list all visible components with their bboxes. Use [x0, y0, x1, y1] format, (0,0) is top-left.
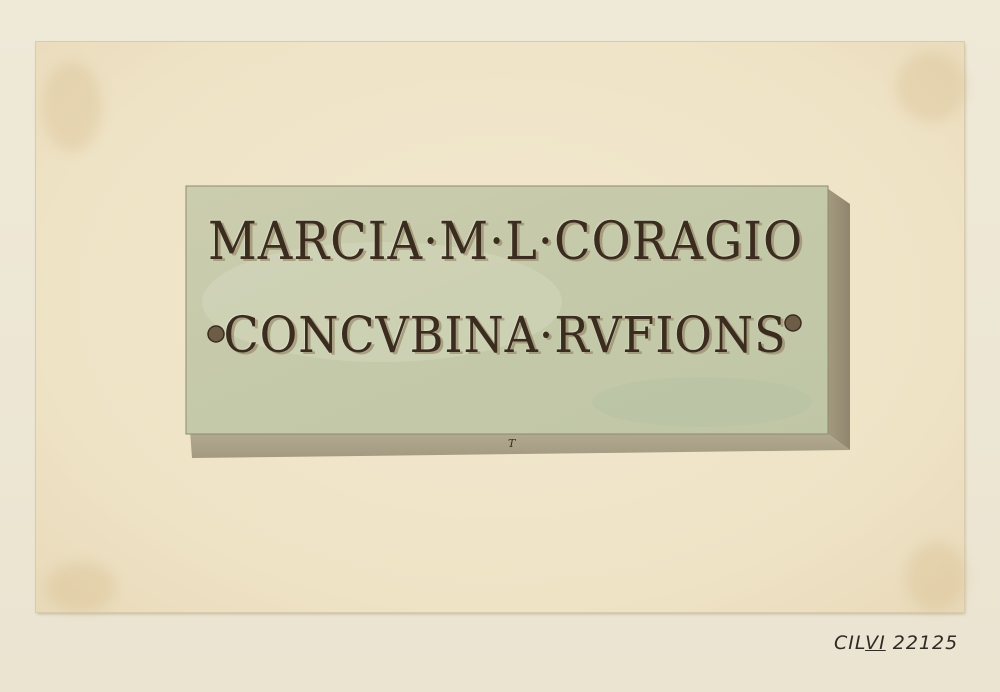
paper-stain [42, 62, 102, 152]
paper-stain [906, 542, 966, 612]
catalog-prefix: CIL [834, 632, 866, 654]
tablet-wash [592, 377, 812, 427]
catalog-reference [834, 632, 958, 654]
catalog-number: 22125 [892, 632, 959, 654]
catalog-volume: VI [865, 632, 886, 654]
paper-stain [896, 52, 966, 122]
drawing-sheet [36, 42, 964, 612]
inscription-line-2: CONCVBINA·RVFIONS [223, 306, 787, 364]
guide-mark: T [508, 437, 516, 450]
inscription-line-1: MARCIA·M·L·CORAGIO [207, 212, 804, 272]
inscribed-tablet [182, 182, 854, 464]
paper-stain [46, 562, 116, 612]
